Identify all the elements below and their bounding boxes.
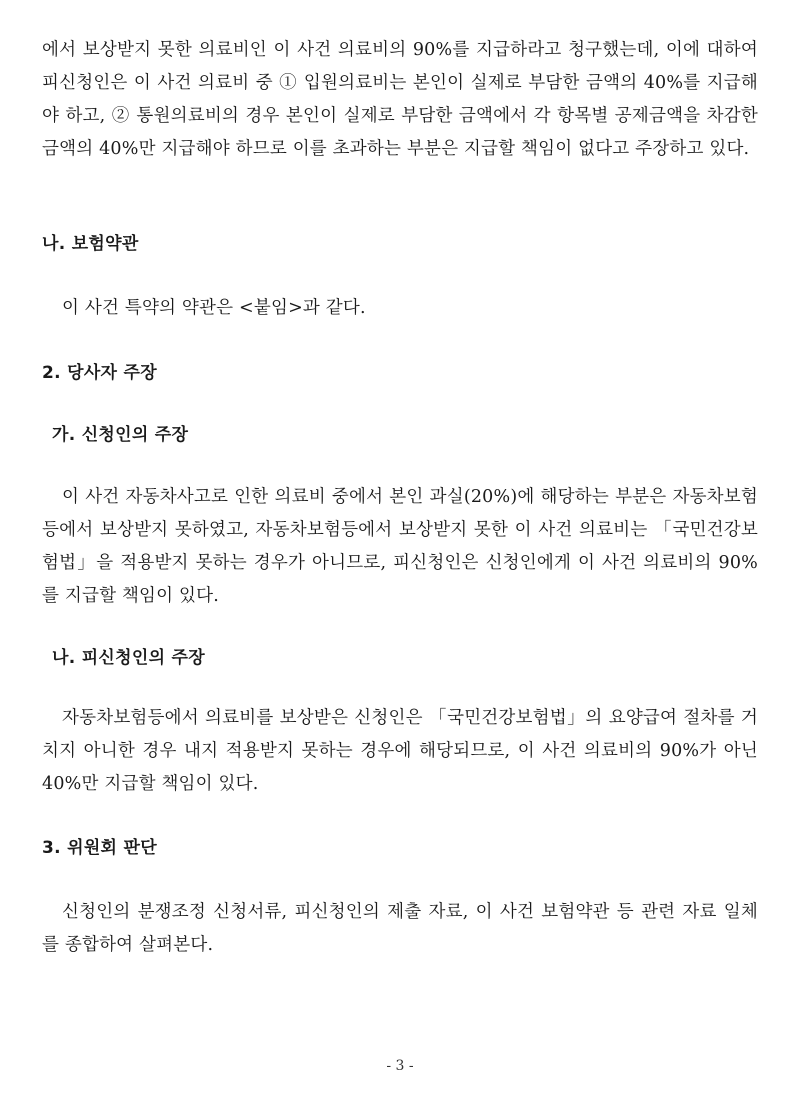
heading-insurance-terms: 나. 보험약관: [42, 234, 139, 254]
heading-parties-claims: 2. 당사자 주장: [42, 363, 157, 383]
heading-committee-decision: 3. 위원회 판단: [42, 838, 157, 858]
page-number: - 3 -: [386, 1058, 414, 1074]
committee-decision-paragraph: 신청인의 분쟁조정 신청서류, 피신청인의 제출 자료, 이 사건 보험약관 등 관련 자료 일체를 종합하여 살펴본다.: [42, 902, 758, 955]
continuation-paragraph: 에서 보상받지 못한 의료비인 이 사건 의료비의 90%를 지급하라고 청구했는데, 이에 대하여 피신청인은 이 사건 의료비 중 ① 입원의료비는 본인이 실제로 부담한 금액의 40%를 지급해야 하고, ② 통원의료비의 경우 본인이 실제로 부담한 금액에서 각 항목별 공제금액을 차감한 금액의 40%만 지급해야 하므로 이를 초과하는 부분은 지급할 책임이 없다고 주장하고 있다.: [42, 40, 758, 159]
heading-respondent-claim: 나. 피신청인의 주장: [52, 648, 205, 668]
applicant-claim-paragraph: 이 사건 자동차사고로 인한 의료비 중에서 본인 과실(20%)에 해당하는 부분은 자동차보험등에서 보상받지 못하였고, 자동차보험등에서 보상받지 못한 이 사건 의료비는 「국민건강보험법」을 적용받지 못하는 경우가 아니므로, 피신청인은 신청인에게 이 사건 의료비의 90%를 지급할 책임이 있다.: [42, 487, 758, 606]
insurance-terms-paragraph: 이 사건 특약의 약관은 <붙임>과 같다.: [62, 298, 366, 318]
heading-applicant-claim: 가. 신청인의 주장: [52, 425, 189, 445]
respondent-claim-paragraph: 자동차보험등에서 의료비를 보상받은 신청인은 「국민건강보험법」의 요양급여 절차를 거치지 아니한 경우 내지 적용받지 못하는 경우에 해당되므로, 이 사건 의료비의 90%가 아닌 40%만 지급할 책임이 있다.: [42, 708, 758, 794]
